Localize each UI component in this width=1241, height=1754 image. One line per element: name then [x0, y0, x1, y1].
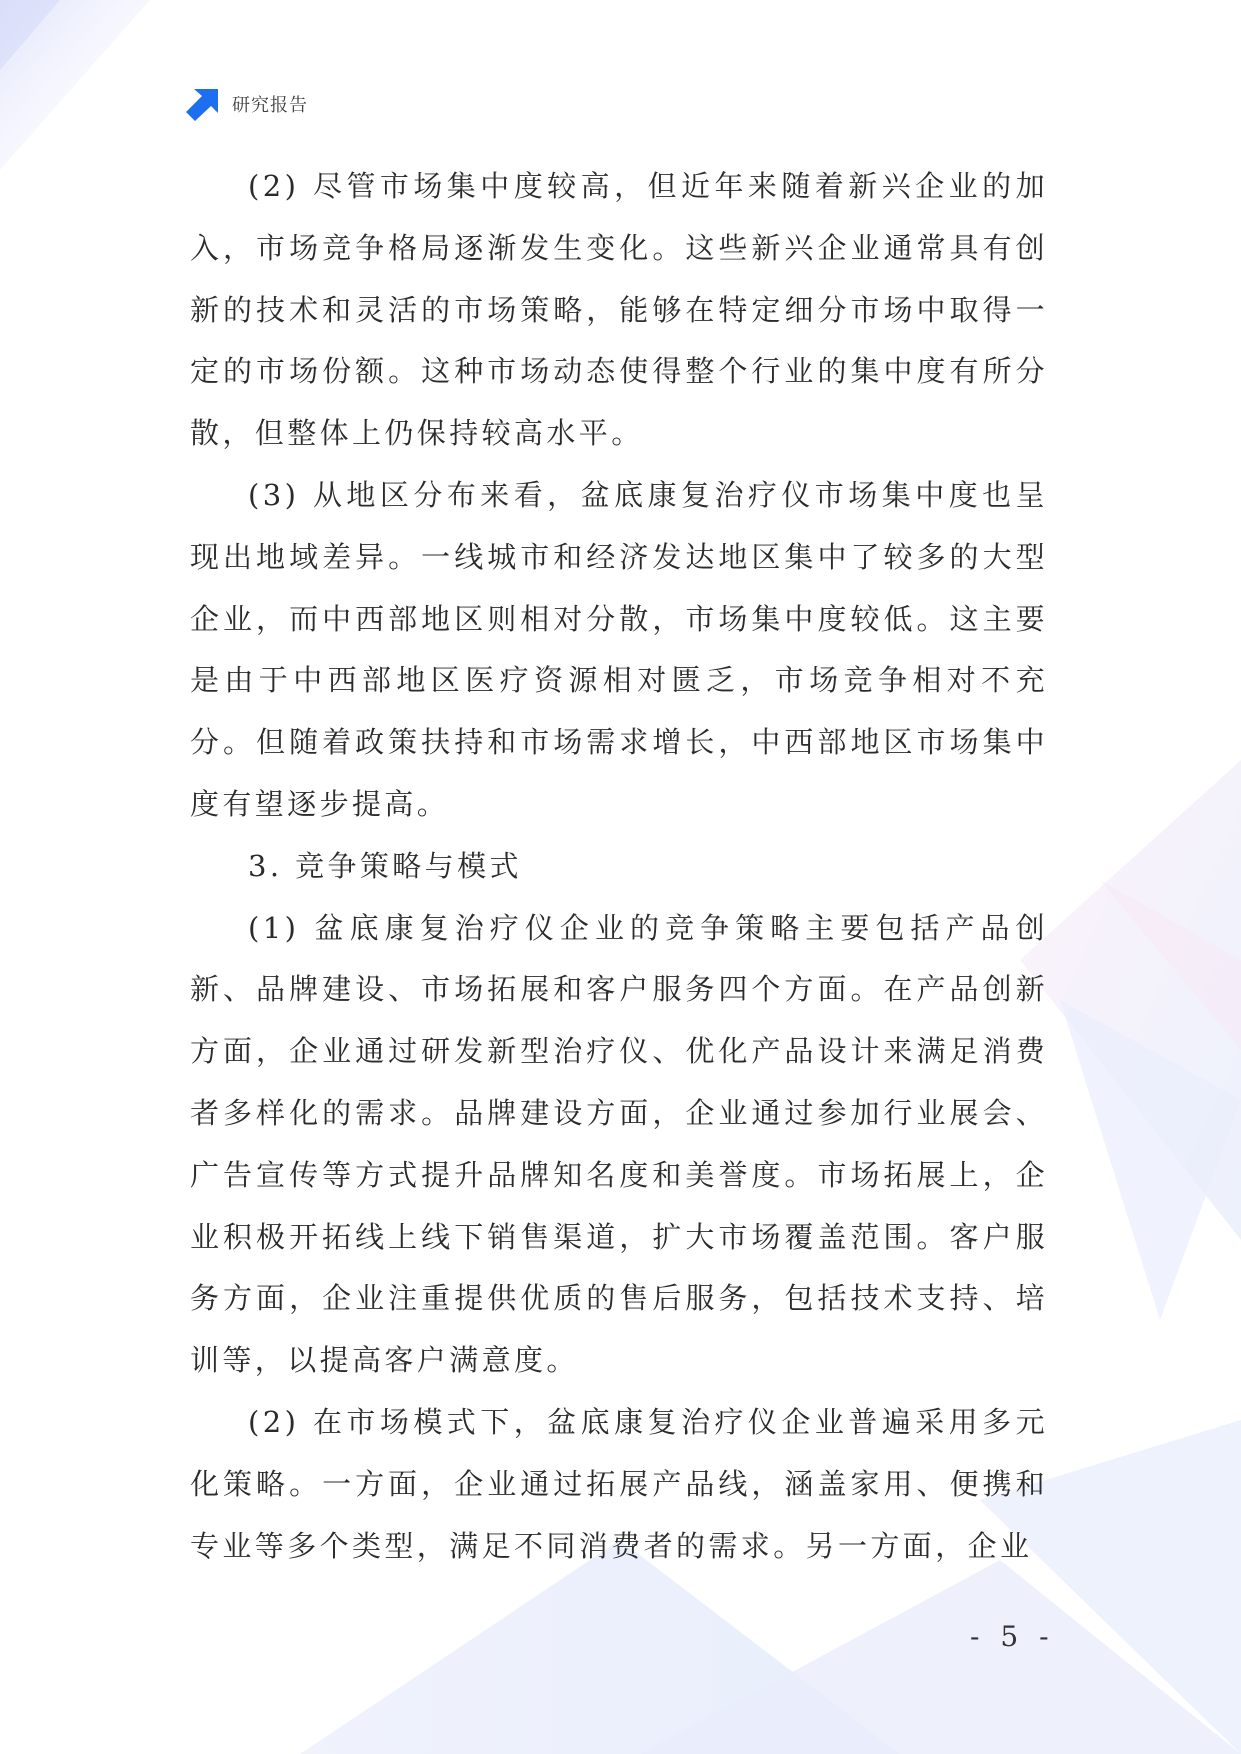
paragraph: (3) 从地区分布来看，盆底康复治疗仪市场集中度也呈现出地域差异。一线城市和经济发达地区集中了较多的大型企业，而中西部地区则相对分散，市场集中度较低。这主要是由于中西部地区医疗资源相对匮乏，市场竞争相对不充分。但随着政策扶持和市场需求增长，中西部地区市场集中度有望逐步提高。 — [190, 477, 1048, 821]
page-number: - 5 - — [970, 1620, 1055, 1653]
paragraph: (2) 在市场模式下，盆底康复治疗仪企业普遍采用多元化策略。一方面，企业通过拓展产品线，涵盖家用、便携和专业等多个类型，满足不同消费者的需求。另一方面，企业 — [190, 1404, 1048, 1563]
document-body — [190, 156, 1048, 1577]
paragraph: (2) 尽管市场集中度较高，但近年来随着新兴企业的加入，市场竞争格局逐渐发生变化。这些新兴企业通常具有创新的技术和灵活的市场策略，能够在特定细分市场中取得一定的市场份额。这种市场动态使得整个行业的集中度有所分散，但整体上仍保持较高水平。 — [190, 169, 1048, 451]
section-heading: 3. 竞争策略与模式 — [248, 848, 522, 883]
arrow-up-right-icon — [186, 87, 220, 121]
paragraph: (1) 盆底康复治疗仪企业的竞争策略主要包括产品创新、品牌建设、市场拓展和客户服务四个方面。在产品创新方面，企业通过研发新型治疗仪、优化产品设计来满足消费者多样化的需求。品牌建设方面，企业通过参加行业展会、广告宣传等方式提升品牌知名度和美誉度。市场拓展上，企业积极开拓线上线下销售渠道，扩大市场覆盖范围。客户服务方面，企业注重提供优质的售后服务，包括技术支持、培训等，以提高客户满意度。 — [190, 910, 1048, 1378]
report-header — [186, 86, 308, 122]
header-title: 研究报告 — [232, 95, 308, 116]
